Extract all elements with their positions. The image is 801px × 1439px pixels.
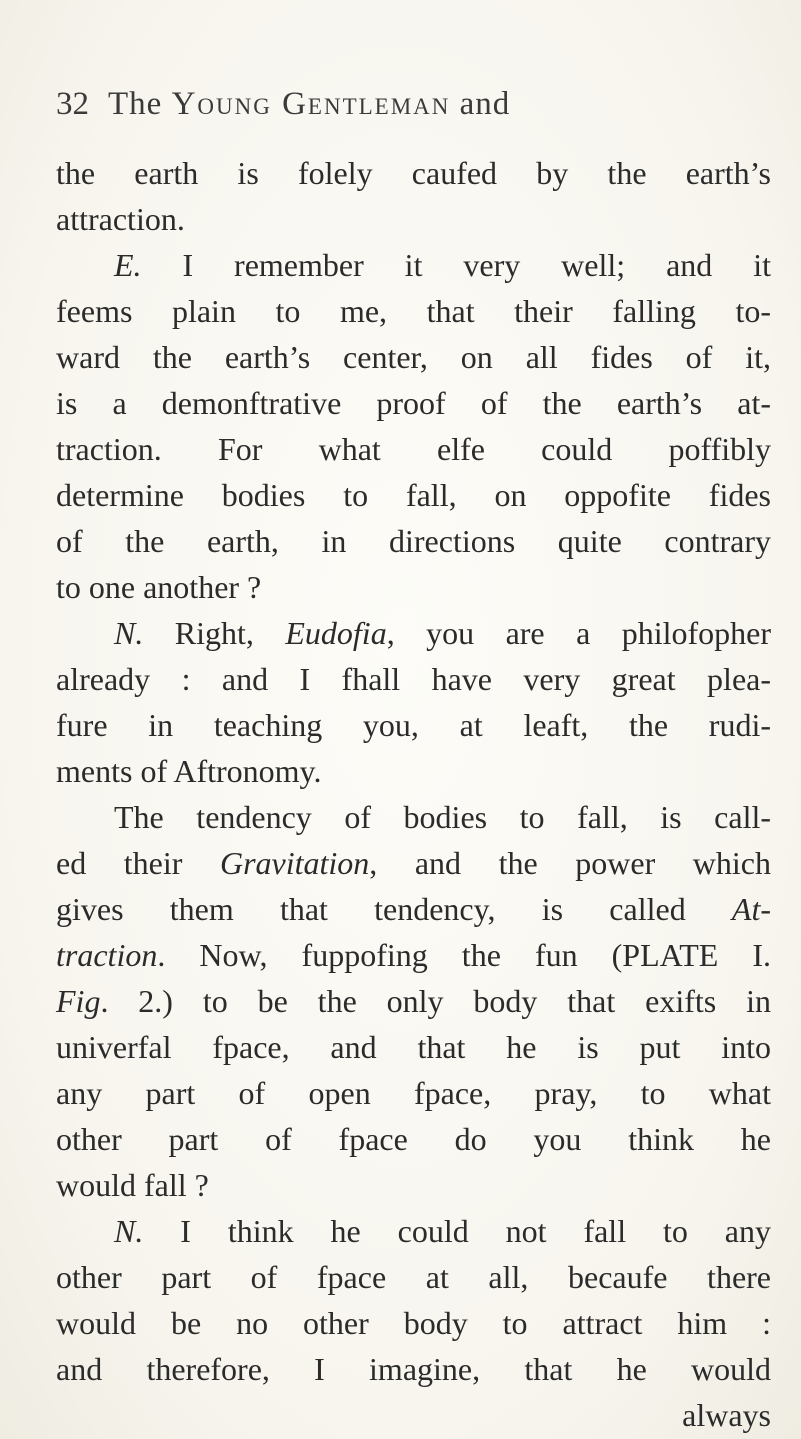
text-line [56, 380, 771, 426]
text-segment: feems plain to me, that their falling to- [56, 293, 771, 329]
text-segment: ward the earth’s center, on all fides of it, [56, 339, 771, 375]
text-line [56, 1024, 771, 1070]
text-line [56, 196, 771, 242]
running-title-small-caps: Young Gentleman [171, 86, 451, 122]
text-line [56, 932, 771, 978]
text-line [56, 610, 771, 656]
text-segment: . Now, fuppofing the fun (PLATE I. [157, 937, 771, 973]
italic-text: Fig [56, 983, 101, 1019]
catchword [56, 1392, 771, 1438]
italic-text: E. [114, 247, 142, 283]
text-segment: other part of fpace do you think he [56, 1121, 771, 1157]
text-segment: always [682, 1397, 771, 1433]
text-segment: ments of Aftronomy. [56, 753, 322, 789]
text-segment: to one another ? [56, 569, 262, 605]
text-line [56, 794, 771, 840]
text-segment: The tendency of bodies to fall, is call- [114, 799, 771, 835]
text-line [56, 1162, 771, 1208]
text-line [56, 472, 771, 518]
italic-text: At- [731, 891, 771, 927]
text-segment: univerfal fpace, and that he is put into [56, 1029, 771, 1065]
text-line [56, 840, 771, 886]
running-title-end: and [450, 86, 511, 122]
text-line [56, 564, 771, 610]
text-line [56, 334, 771, 380]
page-number: 32 [56, 86, 89, 122]
text-line [56, 150, 771, 196]
text-segment: . 2.) to be the only body that exifts in [100, 983, 771, 1019]
italic-text: traction [56, 937, 158, 973]
text-segment: fure in teaching you, at leaft, the rudi- [56, 707, 771, 743]
text-line [56, 656, 771, 702]
italic-text: Gravitation [219, 845, 370, 881]
text-segment: the earth is folely caufed by the earth’s [56, 155, 771, 191]
italic-text: N. [114, 1213, 144, 1249]
text-segment: other part of fpace at all, becaufe there [56, 1259, 771, 1295]
text-line [56, 426, 771, 472]
text-segment: already : and I fhall have very great plea- [56, 661, 771, 697]
text-segment: of the earth, in directions quite contrary [56, 523, 771, 559]
text-segment: any part of open fpace, pray, to what [56, 1075, 771, 1111]
text-segment: would be no other body to attract him : [56, 1305, 771, 1341]
text-segment: and therefore, I imagine, that he would [56, 1351, 771, 1387]
text-line [56, 288, 771, 334]
text-line [56, 242, 771, 288]
text-line [56, 886, 771, 932]
text-segment: determine bodies to fall, on oppofite fides [56, 477, 771, 513]
text-line [56, 748, 771, 794]
text-line [56, 978, 771, 1024]
running-title-start: The [108, 86, 172, 122]
text-line [56, 702, 771, 748]
text-line [56, 1346, 771, 1392]
text-segment: , you are a philofopher [386, 615, 772, 651]
text-line [56, 518, 771, 564]
text-segment: is a demonftrative proof of the earth’s at- [56, 385, 771, 421]
italic-text: Eudofia [285, 615, 387, 651]
text-segment: Right, [143, 615, 286, 651]
text-line [56, 1116, 771, 1162]
text-line [56, 1070, 771, 1116]
text-segment: I think he could not fall to any [143, 1213, 771, 1249]
text-segment: traction. For what elfe could poffibly [56, 431, 771, 467]
text-segment: ed their [56, 845, 220, 881]
text-segment: would fall ? [56, 1167, 209, 1203]
text-segment: gives them that tendency, is called [56, 891, 732, 927]
text-line [56, 1254, 771, 1300]
text-segment: I remember it very well; and it [141, 247, 771, 283]
text-segment: , and the power which [369, 845, 772, 881]
text-segment: attraction. [56, 201, 185, 237]
italic-text: N. [114, 615, 144, 651]
text-line [56, 1208, 771, 1254]
text-line [56, 1300, 771, 1346]
body-text [56, 150, 771, 1438]
running-title [108, 86, 510, 123]
running-header [56, 86, 761, 126]
